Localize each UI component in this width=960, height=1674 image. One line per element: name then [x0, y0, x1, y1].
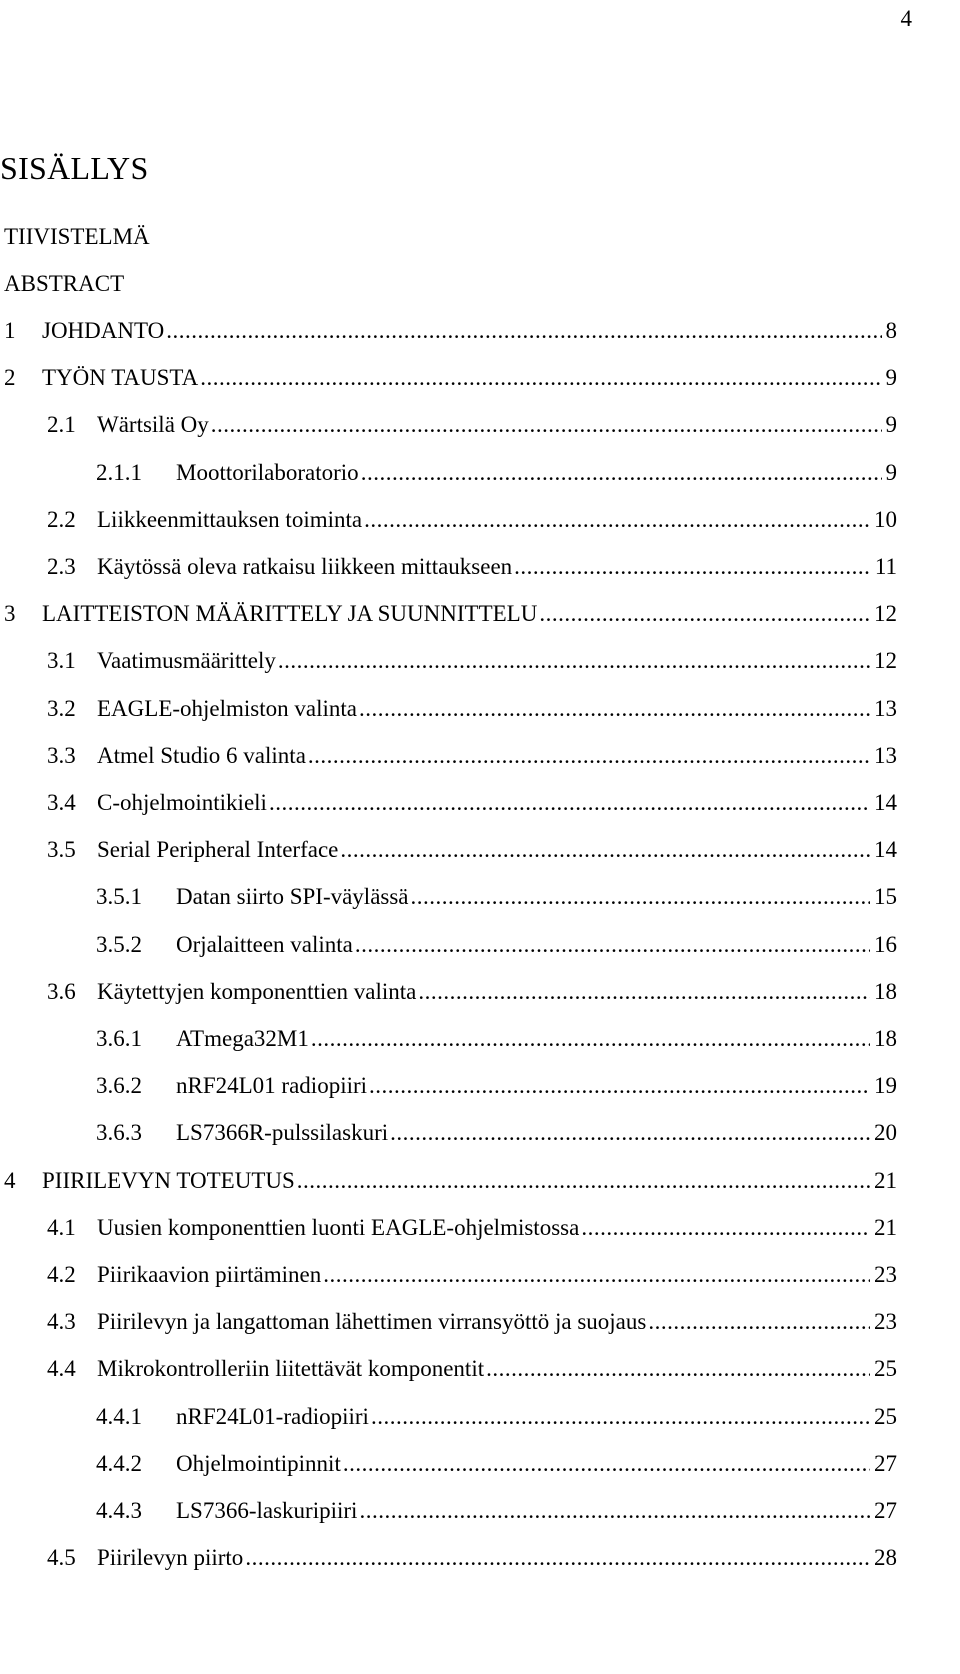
- toc-entry-number: 4.4.1: [96, 1403, 142, 1429]
- toc-entry[interactable]: [4, 601, 897, 631]
- toc-entry-page: 14: [874, 790, 897, 815]
- toc-entry-number: 3.1: [47, 648, 76, 674]
- toc-entry-page: 27: [874, 1450, 897, 1476]
- toc-entry-page: 25: [874, 1356, 897, 1382]
- toc-entry[interactable]: [96, 1451, 897, 1481]
- dot-leader: [390, 1120, 870, 1146]
- toc-entry-number: 2.3: [47, 554, 76, 579]
- dot-leader: [308, 743, 870, 769]
- toc-entry-title: TYÖN TAUSTA: [42, 365, 199, 391]
- toc-entry[interactable]: [4, 365, 897, 395]
- toc-entry-number: 4.4.3: [96, 1498, 142, 1523]
- dot-leader: [355, 932, 870, 958]
- dot-leader: [486, 1356, 870, 1382]
- toc-entry[interactable]: [96, 932, 897, 962]
- dot-leader: [297, 1168, 870, 1194]
- dot-leader: [200, 365, 881, 391]
- toc-entry-page: 12: [874, 648, 897, 674]
- toc-entry-number: 2.2: [47, 506, 76, 532]
- toc-entry-title: Serial Peripheral Interface: [97, 837, 339, 863]
- toc-entry-title: C-ohjelmointikieli: [97, 790, 267, 815]
- toc-entry-number: 4.3: [47, 1309, 76, 1335]
- page-number: 4: [900, 6, 912, 31]
- toc-entry-page: 9: [885, 365, 897, 391]
- dot-leader: [343, 1451, 870, 1477]
- page-title: SISÄLLYS: [0, 150, 149, 186]
- toc-entry-number: 3.4: [47, 790, 76, 815]
- toc-entry-title: Mikrokontrolleriin liitettävät komponentit: [97, 1356, 485, 1382]
- toc-entry-page: 21: [874, 1214, 897, 1240]
- toc-entry-number: 3.6.1: [96, 1026, 142, 1051]
- toc-entry[interactable]: [47, 837, 897, 867]
- toc-entry-number: 4.4: [47, 1356, 76, 1382]
- toc-entry-page: 20: [874, 1120, 897, 1146]
- toc-entry[interactable]: [4, 318, 897, 348]
- toc-entry-title: Orjalaitteen valinta: [176, 931, 353, 957]
- toc-entry-number: 4.5: [47, 1545, 76, 1571]
- toc-entry-page: 18: [874, 1026, 897, 1051]
- toc-entry-title: Vaatimusmäärittely: [97, 648, 276, 674]
- toc-entry-title: LS7366R-pulssilaskuri: [176, 1120, 389, 1146]
- dot-leader: [364, 507, 870, 533]
- dot-leader: [278, 648, 870, 674]
- toc-entry[interactable]: [47, 412, 897, 442]
- toc-entry-number: 3.6: [47, 978, 76, 1004]
- toc-entry[interactable]: [47, 743, 897, 773]
- front-matter-abstract-fi: TIIVISTELMÄ: [4, 224, 150, 249]
- toc-entry-title: EAGLE-ohjelmiston valinta: [97, 695, 357, 721]
- toc-entry-number: 2.1: [47, 412, 76, 438]
- toc-entry-page: 12: [874, 601, 897, 627]
- dot-leader: [539, 601, 870, 627]
- toc-entry-title: JOHDANTO: [42, 318, 165, 343]
- dot-leader: [311, 1026, 870, 1052]
- toc-entry[interactable]: [47, 554, 897, 584]
- toc-entry-page: 9: [885, 412, 897, 438]
- dot-leader: [166, 318, 881, 344]
- toc-entry-number: 3.3: [47, 742, 76, 768]
- dot-leader: [359, 696, 870, 722]
- toc-entry-page: 16: [874, 931, 897, 957]
- toc-entry-page: 25: [874, 1403, 897, 1429]
- toc-entry-number: 2: [4, 365, 16, 391]
- toc-entry-title: Liikkeenmittauksen toiminta: [97, 506, 363, 532]
- toc-entry-page: 9: [885, 459, 897, 485]
- toc-entry-title: LS7366-laskuripiiri: [176, 1498, 358, 1523]
- toc-entry-page: 27: [874, 1498, 897, 1523]
- toc-entry-page: 18: [874, 978, 897, 1004]
- dot-leader: [269, 790, 870, 816]
- toc-entry-number: 3: [4, 601, 16, 627]
- toc-entry-number: 3.2: [47, 695, 76, 721]
- toc-entry-title: LAITTEISTON MÄÄRITTELY JA SUUNNITTELU: [42, 601, 538, 627]
- toc-entry-number: 2.1.1: [96, 459, 142, 485]
- toc-entry-page: 8: [885, 318, 897, 343]
- toc-entry[interactable]: [96, 460, 897, 490]
- toc-entry-title: Piirilevyn piirto: [97, 1545, 244, 1571]
- toc-entry-title: Piirilevyn ja langattoman lähettimen virransyöttö ja suojaus: [97, 1309, 647, 1335]
- toc-entry-page: 15: [874, 884, 897, 910]
- toc-entry-number: 3.5.2: [96, 931, 142, 957]
- toc-entry-title: Käytössä oleva ratkaisu liikkeen mittaukseen: [97, 554, 513, 579]
- toc-entry-page: 21: [874, 1167, 897, 1193]
- toc-entry-title: Moottorilaboratorio: [176, 459, 359, 485]
- toc-entry-title: nRF24L01-radiopiiri: [176, 1403, 369, 1429]
- toc-entry-page: 19: [874, 1073, 897, 1099]
- toc-entry[interactable]: [47, 1262, 897, 1292]
- toc-entry-title: Piirikaavion piirtäminen: [97, 1262, 322, 1287]
- toc-entry[interactable]: [47, 648, 897, 678]
- toc-entry[interactable]: [47, 507, 897, 537]
- toc-entry-number: 3.5.1: [96, 884, 142, 910]
- toc-entry-title: Wärtsilä Oy: [97, 412, 209, 438]
- toc-entry[interactable]: [47, 696, 897, 726]
- toc-entry[interactable]: [96, 1498, 897, 1528]
- toc-entry-title: PIIRILEVYN TOTEUTUS: [42, 1167, 295, 1193]
- toc-entry-number: 1: [4, 318, 16, 343]
- toc-entry[interactable]: [47, 1215, 897, 1245]
- toc-entry[interactable]: [96, 1404, 897, 1434]
- toc-entry-number: 4.4.2: [96, 1450, 142, 1476]
- toc-entry[interactable]: [47, 1545, 897, 1575]
- dot-leader: [371, 1404, 870, 1430]
- front-matter-abstract-en: ABSTRACT: [4, 271, 125, 296]
- toc-entry[interactable]: [96, 1120, 897, 1150]
- toc-entry-number: 3.5: [47, 837, 76, 863]
- toc-entry[interactable]: [47, 1356, 897, 1386]
- dot-leader: [211, 412, 882, 438]
- dot-leader: [245, 1545, 870, 1571]
- toc-entry[interactable]: [96, 1026, 897, 1056]
- dot-leader: [369, 1073, 870, 1099]
- toc-entry[interactable]: [4, 1168, 897, 1198]
- toc-entry-page: 28: [874, 1545, 897, 1571]
- toc-entry[interactable]: [96, 1073, 897, 1103]
- toc-entry[interactable]: [96, 884, 897, 914]
- toc-entry-number: 4.2: [47, 1262, 76, 1287]
- toc-entry-page: 23: [874, 1262, 897, 1287]
- toc-entry[interactable]: [47, 1309, 897, 1339]
- toc-entry-number: 3.6.2: [96, 1073, 142, 1099]
- toc-entry-page: 23: [874, 1309, 897, 1335]
- toc-entry-page: 13: [874, 695, 897, 721]
- dot-leader: [323, 1262, 870, 1288]
- dot-leader: [361, 460, 882, 486]
- toc-entry-title: Käytettyjen komponenttien valinta: [97, 978, 417, 1004]
- toc-entry-title: Uusien komponenttien luonti EAGLE-ohjelmistossa: [97, 1214, 580, 1240]
- toc-entry-page: 14: [874, 837, 897, 863]
- toc-entry-title: Atmel Studio 6 valinta: [97, 742, 306, 768]
- toc-entry-page: 10: [874, 506, 897, 532]
- dot-leader: [418, 979, 870, 1005]
- dot-leader: [514, 554, 871, 580]
- dot-leader: [581, 1215, 870, 1241]
- dot-leader: [359, 1498, 870, 1524]
- dot-leader: [340, 837, 870, 863]
- dot-leader: [411, 884, 870, 910]
- toc-entry-number: 4.1: [47, 1214, 76, 1240]
- toc-entry-number: 3.6.3: [96, 1120, 142, 1146]
- toc-entry-title: Datan siirto SPI-väylässä: [176, 884, 409, 910]
- toc-entry-title: nRF24L01 radiopiiri: [176, 1073, 368, 1099]
- toc-entry-title: Ohjelmointipinnit: [176, 1450, 341, 1476]
- toc-entry-number: 4: [4, 1167, 16, 1193]
- toc-entry[interactable]: [47, 790, 897, 820]
- toc-entry[interactable]: [47, 979, 897, 1009]
- toc-entry-page: 13: [874, 742, 897, 768]
- toc-entry-title: ATmega32M1: [176, 1026, 309, 1051]
- toc-entry-page: 11: [874, 554, 897, 579]
- dot-leader: [648, 1309, 870, 1335]
